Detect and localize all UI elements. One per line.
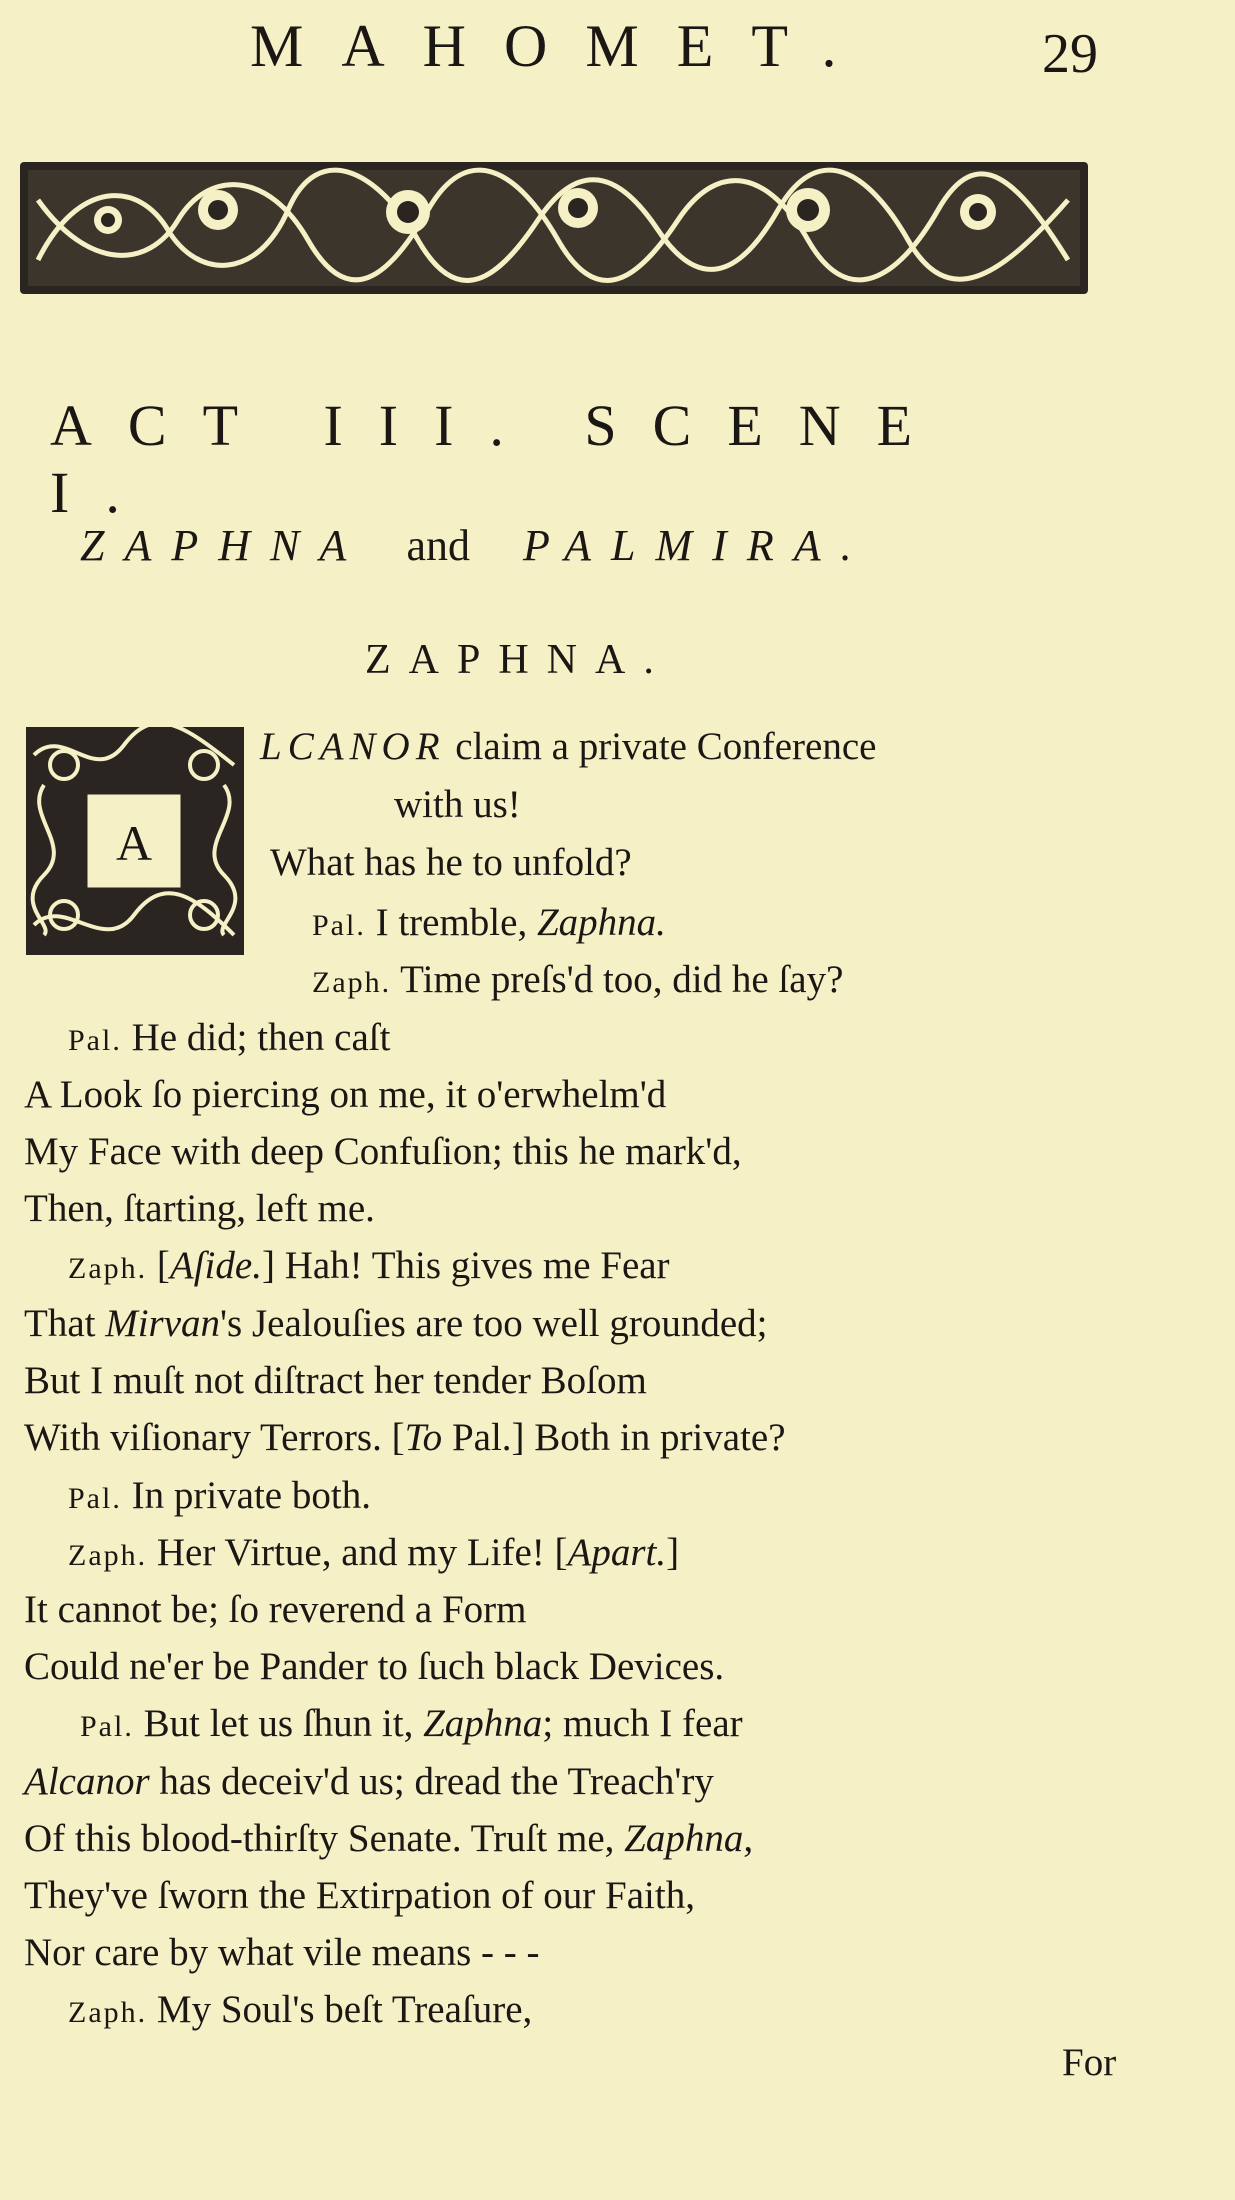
running-head: MAHOMET. [250, 13, 875, 79]
line-text: [ [147, 1244, 170, 1287]
text-line: My Face with deep Confuſion; this he mark'd, [24, 1130, 742, 1173]
text-line: with us! [394, 783, 521, 826]
line-text: 's Jealouſies are too well grounded; [220, 1302, 768, 1345]
name-mirvan: Mirvan [105, 1302, 221, 1345]
speaker-tag: Pal. [312, 909, 366, 942]
name-zaphna: Zaphna, [624, 1817, 754, 1860]
text-line [68, 1246, 670, 1285]
speaker-tag: Pal. [68, 1482, 122, 1515]
line-text: ] Hah! This gives me Fear [261, 1244, 670, 1287]
text-line: But I muſt not diſtract her tender Boſom [24, 1359, 647, 1402]
line-text: In private both. [121, 1474, 371, 1517]
line-text: claim a private Conference [445, 725, 877, 768]
speaker-tag: Zaph. [68, 1996, 148, 2029]
drop-cap-ornament [24, 725, 246, 957]
act-heading [50, 392, 1090, 526]
text-line [68, 1990, 532, 2029]
speaker-tag: Zaph. [312, 966, 392, 999]
character-palmira: PALMIRA. [522, 521, 872, 570]
stage-direction: To [404, 1416, 443, 1459]
speaker-tag: Zaph. [68, 1252, 148, 1285]
speaker-tag: Zaph. [68, 1539, 148, 1572]
text-line [24, 1304, 768, 1343]
line-text: Of this blood-thirſty Senate. Truſt me, [24, 1817, 625, 1860]
line-text: Her Virtue, and my Life! [ [147, 1531, 568, 1574]
character-zaphna: ZAPHNA [80, 521, 366, 570]
line-text: has deceiv'd us; dread the Treach'ry [149, 1760, 714, 1803]
text-line [68, 1018, 390, 1057]
line-italic: Zaphna. [536, 901, 666, 944]
speaker-tag: Pal. [80, 1710, 134, 1743]
headpiece-ornament [18, 160, 1090, 296]
line-text: With viſionary Terrors. [ [24, 1416, 405, 1459]
catchword: For [1062, 2041, 1117, 2084]
text-line: They've ſworn the Extirpation of our Faith, [24, 1874, 695, 1917]
name-alcanor: Alcanor [24, 1760, 150, 1803]
name-zaphna: Zaphna [423, 1702, 543, 1745]
characters-conjunction: and [406, 521, 470, 570]
text-line: A Look ſo piercing on me, it o'erwhelm'd [24, 1073, 667, 1116]
line-text: That [24, 1302, 106, 1345]
line-text: ] [666, 1531, 680, 1574]
line-text: ; much I fear [542, 1702, 743, 1745]
page-number: 29 [1042, 23, 1098, 85]
text-line [312, 903, 666, 942]
text-line [24, 1762, 714, 1801]
line-text: My Soul's beſt Treaſure, [147, 1988, 533, 2031]
scene-characters [80, 520, 872, 571]
line-text: Pal.] Both in private? [442, 1416, 786, 1459]
line-text: He did; then caſt [121, 1016, 391, 1059]
act-label: ACT III. [50, 393, 540, 458]
text-line: Could ne'er be Pander to ſuch black Devices. [24, 1645, 725, 1688]
speaker-tag: Pal. [68, 1024, 122, 1057]
stage-direction: Aſide. [169, 1244, 262, 1287]
text-line [312, 960, 843, 999]
line-text: I tremble, [365, 901, 537, 944]
drop-cap-letter: A [115, 815, 153, 871]
text-line [68, 1533, 679, 1572]
text-line [68, 1476, 371, 1515]
text-line [80, 1704, 743, 1743]
text-line: It cannot be; ſo reverend a Form [24, 1588, 527, 1631]
text-line: Nor care by what vile means - - - [24, 1931, 540, 1974]
scene-label: SCENE I. [50, 393, 949, 525]
text-line: Then, ſtarting, left me. [24, 1187, 375, 1230]
line-text: But let us ſhun it, [133, 1702, 424, 1745]
line-text: Time preſs'd too, did he ſay? [391, 958, 844, 1001]
text-line: What has he to unfold? [270, 841, 632, 884]
stage-direction: Apart. [567, 1531, 667, 1574]
speaker-heading: ZAPHNA. [365, 637, 672, 683]
text-line [260, 727, 876, 766]
name-alcanor: LCANOR [260, 725, 446, 768]
text-line [24, 1418, 786, 1457]
text-line [24, 1819, 753, 1858]
